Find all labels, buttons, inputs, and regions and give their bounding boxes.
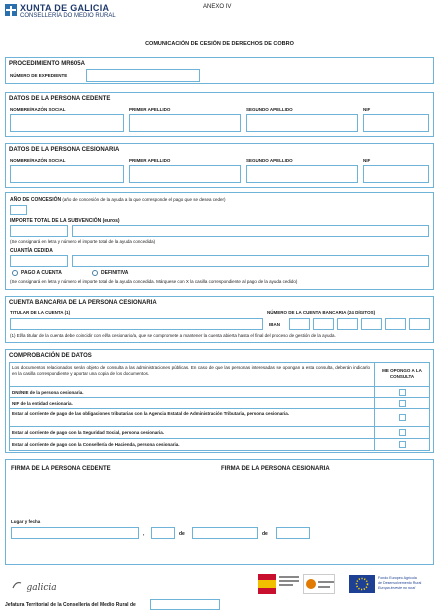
cesionaria-section bbox=[5, 143, 434, 188]
eu-flag-icon bbox=[349, 575, 375, 593]
cedente-section bbox=[5, 92, 434, 137]
oppose-checkbox-nif[interactable] bbox=[399, 400, 406, 407]
eu-stars-icon bbox=[349, 575, 375, 593]
comprobacion-row-dni bbox=[10, 387, 429, 398]
cesionaria-nombre-field[interactable] bbox=[10, 165, 124, 183]
firma-cedente-label: FIRMA DE LA PERSONA CEDENTE bbox=[11, 466, 111, 472]
lugar-field[interactable] bbox=[11, 527, 139, 539]
account-box-3[interactable] bbox=[337, 318, 358, 330]
oppose-checkbox-dni[interactable] bbox=[399, 389, 406, 396]
anio-firma-field[interactable] bbox=[276, 527, 310, 539]
ministry-text-block bbox=[279, 576, 299, 590]
account-box-4[interactable] bbox=[361, 318, 382, 330]
comprobacion-row-nif bbox=[10, 398, 429, 409]
pago-cuenta-radio[interactable] bbox=[12, 270, 18, 276]
cedente-nombre-label: NOMBRE/RAZÓN SOCIAL bbox=[10, 107, 66, 112]
dia-field[interactable] bbox=[151, 527, 175, 539]
galicia-logo bbox=[12, 577, 57, 595]
cesionaria-primer-field[interactable] bbox=[129, 165, 241, 183]
titular-label: TITULAR DE LA CUENTA (1) bbox=[10, 310, 71, 315]
comprobacion-item-nif: NIF de la entidad cesionaria. bbox=[12, 401, 73, 406]
document-title: COMUNICACIÓN DE CESIÓN DE DERECHOS DE COBRO bbox=[145, 41, 294, 47]
comprobacion-row-aeat bbox=[10, 409, 429, 427]
cedente-nif-field[interactable] bbox=[363, 114, 429, 132]
oppose-checkbox-aeat[interactable] bbox=[399, 414, 406, 421]
cuantia-label: CUANTÍA CEDIDA bbox=[10, 248, 53, 254]
cesionaria-segundo-field[interactable] bbox=[246, 165, 358, 183]
comprobacion-section bbox=[5, 349, 434, 453]
cedente-title: DATOS DE LA PERSONA CEDENTE bbox=[9, 96, 111, 102]
cesionaria-nif-field[interactable] bbox=[363, 165, 429, 183]
eu-text bbox=[378, 576, 436, 591]
eu-text-line2: de Desenvolvemento Rural bbox=[378, 580, 422, 585]
oppose-checkbox-hacienda[interactable] bbox=[399, 441, 406, 448]
importe-field-small[interactable] bbox=[10, 225, 68, 237]
cedente-nif-label: NIF bbox=[363, 107, 371, 112]
eu-text-line3: Europa investe no rural bbox=[378, 586, 416, 590]
definitiva-label: DEFINITIVA bbox=[101, 270, 129, 276]
cuantia-field-text[interactable] bbox=[72, 255, 429, 267]
cesionaria-nif-label: NIF bbox=[363, 158, 371, 163]
comprobacion-intro-row bbox=[10, 363, 429, 387]
logo-subtitle: CONSELLERÍA DO MEDIO RURAL bbox=[20, 13, 116, 19]
procedure-section bbox=[5, 57, 434, 84]
importe-label: IMPORTE TOTAL DE LA SUBVENCIÓN (euros) bbox=[10, 218, 120, 224]
cuantia-field-small[interactable] bbox=[10, 255, 68, 267]
fega-logo bbox=[303, 574, 335, 594]
jefatura-label: Jefatura Territorial de la Consellería del Medio Rural de bbox=[5, 602, 136, 608]
cesionaria-segundo-label: SEGUNDO APELLIDO bbox=[246, 158, 293, 163]
pago-cuenta-label: PAGO A CUENTA bbox=[21, 270, 62, 276]
de-label-2: de bbox=[262, 531, 268, 537]
account-box-6[interactable] bbox=[409, 318, 430, 330]
comma-separator: , bbox=[143, 531, 145, 537]
oppose-header: ME OPONGO A LA CONSULTA bbox=[382, 368, 422, 379]
account-box-2[interactable] bbox=[313, 318, 334, 330]
anio-note: (año de concesión de la ayuda a la que corresponde el pago que se desea ceder) bbox=[61, 197, 226, 202]
annex-label: ANEXO IV bbox=[203, 4, 232, 10]
importe-note: (Se consignará en letra y número el importe total de la ayuda concedida) bbox=[10, 239, 156, 244]
concesion-section bbox=[5, 192, 434, 290]
oppose-checkbox-ss[interactable] bbox=[399, 429, 406, 436]
account-box-1[interactable] bbox=[289, 318, 310, 330]
comprobacion-item-hacienda: Estar al corriente de pago con la Consellería de Hacienda, persona cesionaria. bbox=[12, 442, 180, 447]
cedente-primer-label: PRIMER APELLIDO bbox=[129, 107, 171, 112]
xunta-cross-icon bbox=[5, 5, 17, 17]
cuenta-title: CUENTA BANCARIA DE LA PERSONA CESIONARIA bbox=[9, 300, 157, 306]
cesionaria-title: DATOS DE LA PERSONA CESIONARIA bbox=[9, 147, 120, 153]
numero-cuenta-label: NÚMERO DE LA CUENTA BANCARIA (24 DÍGITOS) bbox=[267, 310, 376, 315]
anio-label: AÑO DE CONCESIÓN bbox=[10, 197, 62, 203]
comprobacion-item-ss: Estar al corriente de pago con la Seguridad Social, persona cesionaria. bbox=[12, 430, 165, 435]
comprobacion-intro: Los documentos relacionados serán objeto de consulta a las administraciones públicas. En caso de que las personas interesadas se opongan a esta consulta, deberán indicarlo en la casilla correspondiente y aportar una copia de los documentos. bbox=[12, 365, 370, 376]
logo-name: XUNTA DE GALICIA bbox=[20, 3, 110, 13]
de-label-1: de bbox=[179, 531, 185, 537]
eu-text-line1: Fondo Europeo Agrícola bbox=[378, 576, 417, 580]
mes-field[interactable] bbox=[192, 527, 258, 539]
procedure-label: PROCEDIMIENTO MR605A bbox=[9, 61, 85, 67]
expediente-label: NÚMERO DE EXPEDIENTE bbox=[10, 73, 68, 78]
cedente-primer-field[interactable] bbox=[129, 114, 241, 132]
cuantia-note: (Se consignará en letra y número el importe total de la ayuda concedida. Márquese con X la casilla correspondiente al pago de la ayuda cedido) bbox=[10, 279, 298, 284]
anio-field[interactable] bbox=[10, 205, 27, 215]
galicia-logo-text: galicia bbox=[26, 583, 57, 593]
account-box-5[interactable] bbox=[385, 318, 406, 330]
importe-field-text[interactable] bbox=[72, 225, 429, 237]
cuenta-note: (1) El/la titular de la cuenta debe coincidir con el/la cesionario/a, que se compromete a mantener la cuenta abierta hasta el final del proceso de gestión de la ayuda. bbox=[10, 333, 336, 338]
expediente-field[interactable] bbox=[86, 69, 200, 82]
comprobacion-row-hacienda bbox=[10, 439, 429, 450]
iban-label: IBAN bbox=[269, 322, 280, 327]
spain-ministry-logo bbox=[258, 574, 276, 594]
cedente-nombre-field[interactable] bbox=[10, 114, 124, 132]
comprobacion-item-dni: DNI/NIE de la persona cesionaria. bbox=[12, 390, 84, 395]
comprobacion-title: COMPROBACIÓN DE DATOS bbox=[9, 353, 92, 359]
firma-section bbox=[5, 459, 434, 565]
comprobacion-item-aeat: Estar al corriente de pago de las obligaciones tributarias con la Agencia Estatal de Administración Tributaria, persona cesionaria. bbox=[12, 411, 290, 416]
cuenta-section bbox=[5, 296, 434, 343]
firma-cesionaria-label: FIRMA DE LA PERSONA CESIONARIA bbox=[221, 466, 330, 472]
comprobacion-row-ss bbox=[10, 427, 429, 439]
definitiva-radio[interactable] bbox=[92, 270, 98, 276]
cesionaria-nombre-label: NOMBRE/RAZÓN SOCIAL bbox=[10, 158, 66, 163]
anio-label-line bbox=[10, 197, 226, 203]
lugar-fecha-label: Lugar y fecha bbox=[11, 519, 41, 524]
cesionaria-primer-label: PRIMER APELLIDO bbox=[129, 158, 171, 163]
cedente-segundo-label: SEGUNDO APELLIDO bbox=[246, 107, 293, 112]
cedente-segundo-field[interactable] bbox=[246, 114, 358, 132]
titular-field[interactable] bbox=[10, 318, 263, 330]
jefatura-field[interactable] bbox=[150, 599, 220, 610]
comprobacion-table bbox=[9, 362, 430, 451]
galicia-swoosh-icon bbox=[12, 580, 22, 590]
xunta-logo bbox=[5, 4, 17, 16]
